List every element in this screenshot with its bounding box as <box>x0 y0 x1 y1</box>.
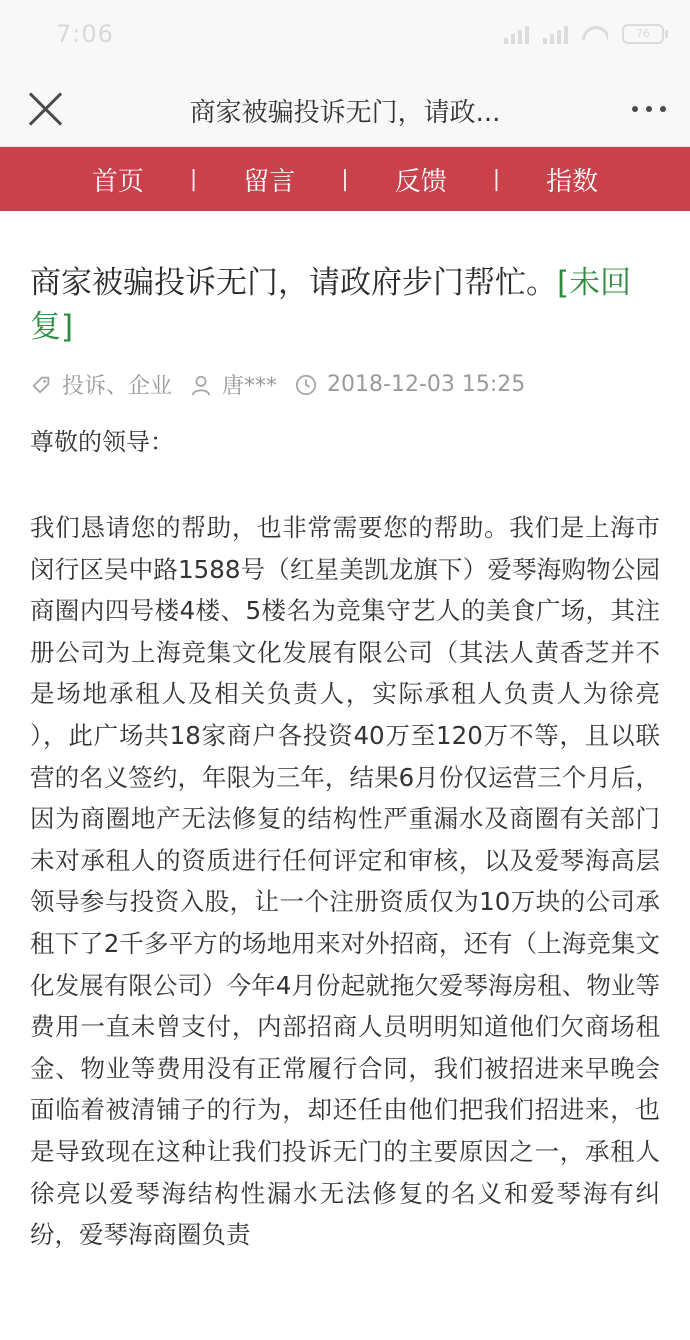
nav-separator: | <box>189 166 198 192</box>
status-bar <box>0 0 690 72</box>
post-datetime: 2018-12-03 15:25 <box>327 372 526 397</box>
signal-icon-2 <box>543 24 568 44</box>
status-time: 7:06 <box>56 20 114 48</box>
post-content <box>0 261 690 1256</box>
category-meta <box>30 369 172 400</box>
post-body: 我们恳请您的帮助，也非常需要您的帮助。我们是上海市闵行区吴中路1588号（红星美凯龙旗下）爱琴海购物公园 商圈内四号楼4楼、5楼名为竞集守艺人的美食广场，其注册公司为上海竞集文化发展有限公司（其法人黄香芝并不是场地承租人及相关负责人，实际承租人负责人为徐亮 ），此广场共18家商户各投资40万至120万不等，且以联营的名义签约，年限为三年，结果6月份仅运营三个月后，因为商圈地产无法修复的结构性严重漏水及商圈有关部门未对承租人的资质进行任何评定和审核，以及爱琴海高层领导参与投资入股，让一个注册资质仅为10万块的公司承租下了2千多平方的场地用来对外招商，还有（上海竞集文化发展有限公司）今年4月份起就拖欠爱琴海房租、物业等费用一直未曾支付，内部招商人员明明知道他们欠商场租金、物业等费用没有正常履行合同，我们被招进来早晚会面临着被清铺子的行为，却还任由他们把我们招进来，也是导致现在这种让我们投诉无门的主要原因之一，承租人徐亮以爱琴海结构性漏水无法修复的名义和爱琴海有纠纷，爱琴海商圈负责 <box>30 513 660 1250</box>
nav-item-home[interactable]: 首页 <box>91 166 144 197</box>
close-icon[interactable] <box>26 90 64 128</box>
author-meta <box>190 369 277 400</box>
post-title-block <box>30 261 660 349</box>
post-meta <box>30 369 660 400</box>
nav-separator: | <box>341 166 349 192</box>
user-icon <box>190 374 212 396</box>
signal-icon <box>504 24 529 44</box>
title-bar <box>0 72 690 147</box>
nav-bar <box>0 147 690 211</box>
nav-item-index[interactable]: 指数 <box>546 166 599 197</box>
post-category: 投诉、企业 <box>62 374 173 399</box>
nav-item-message[interactable]: 留言 <box>243 166 296 197</box>
clock-icon <box>295 374 317 396</box>
battery-icon <box>622 24 664 44</box>
status-tag: [未回复] <box>30 265 632 345</box>
time-meta <box>295 372 525 397</box>
page-title: 商家被骗投诉无门，请政... <box>189 98 501 128</box>
nav-item-feedback[interactable]: 反馈 <box>394 166 447 197</box>
tag-icon <box>30 374 52 396</box>
nav-separator: | <box>492 166 501 192</box>
battery-level: 76 <box>636 27 650 40</box>
post-title: 商家被骗投诉无门，请政府步门帮忙。 <box>30 265 557 301</box>
wifi-icon <box>582 24 608 44</box>
post-author: 唐*** <box>222 374 278 399</box>
status-icons <box>504 24 664 44</box>
more-options-icon[interactable] <box>632 106 666 112</box>
post-greeting: 尊敬的领导： <box>30 428 174 456</box>
